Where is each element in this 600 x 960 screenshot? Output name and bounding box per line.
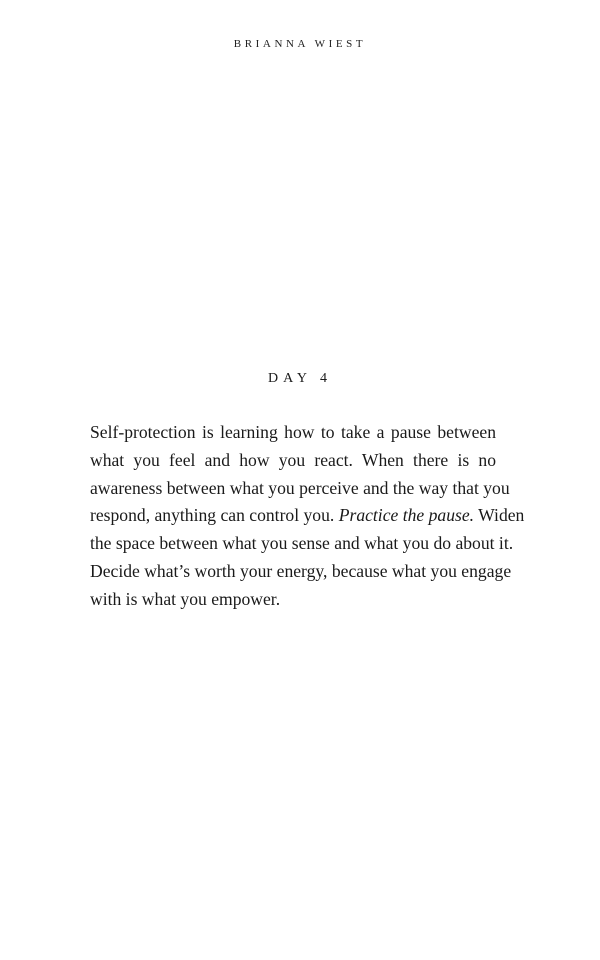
- running-header-author: BRIANNA WIEST: [233, 38, 367, 50]
- paragraph-line: Decide what’s worth your energy, because what you engage: [90, 560, 512, 581]
- paragraph-line: what you feel and how you react. When there is no: [90, 449, 496, 470]
- paragraph-segment: respond, anything can control you.: [90, 505, 335, 526]
- paragraph-line: Self-protection is learning how to take a pause between: [90, 422, 496, 442]
- paragraph-line: the space between what you sense and what you do about it.: [90, 533, 514, 554]
- emphasized-phrase: Practice the pause.: [338, 505, 475, 526]
- paragraph-line-with-emphasis: [90, 502, 525, 530]
- paragraph-segment: Widen: [478, 505, 525, 526]
- body-paragraph: [90, 419, 525, 614]
- day-heading: DAY 4: [267, 371, 333, 386]
- paragraph-line: with is what you empower.: [90, 588, 281, 609]
- paragraph-line: awareness between what you perceive and the way that you: [90, 477, 510, 498]
